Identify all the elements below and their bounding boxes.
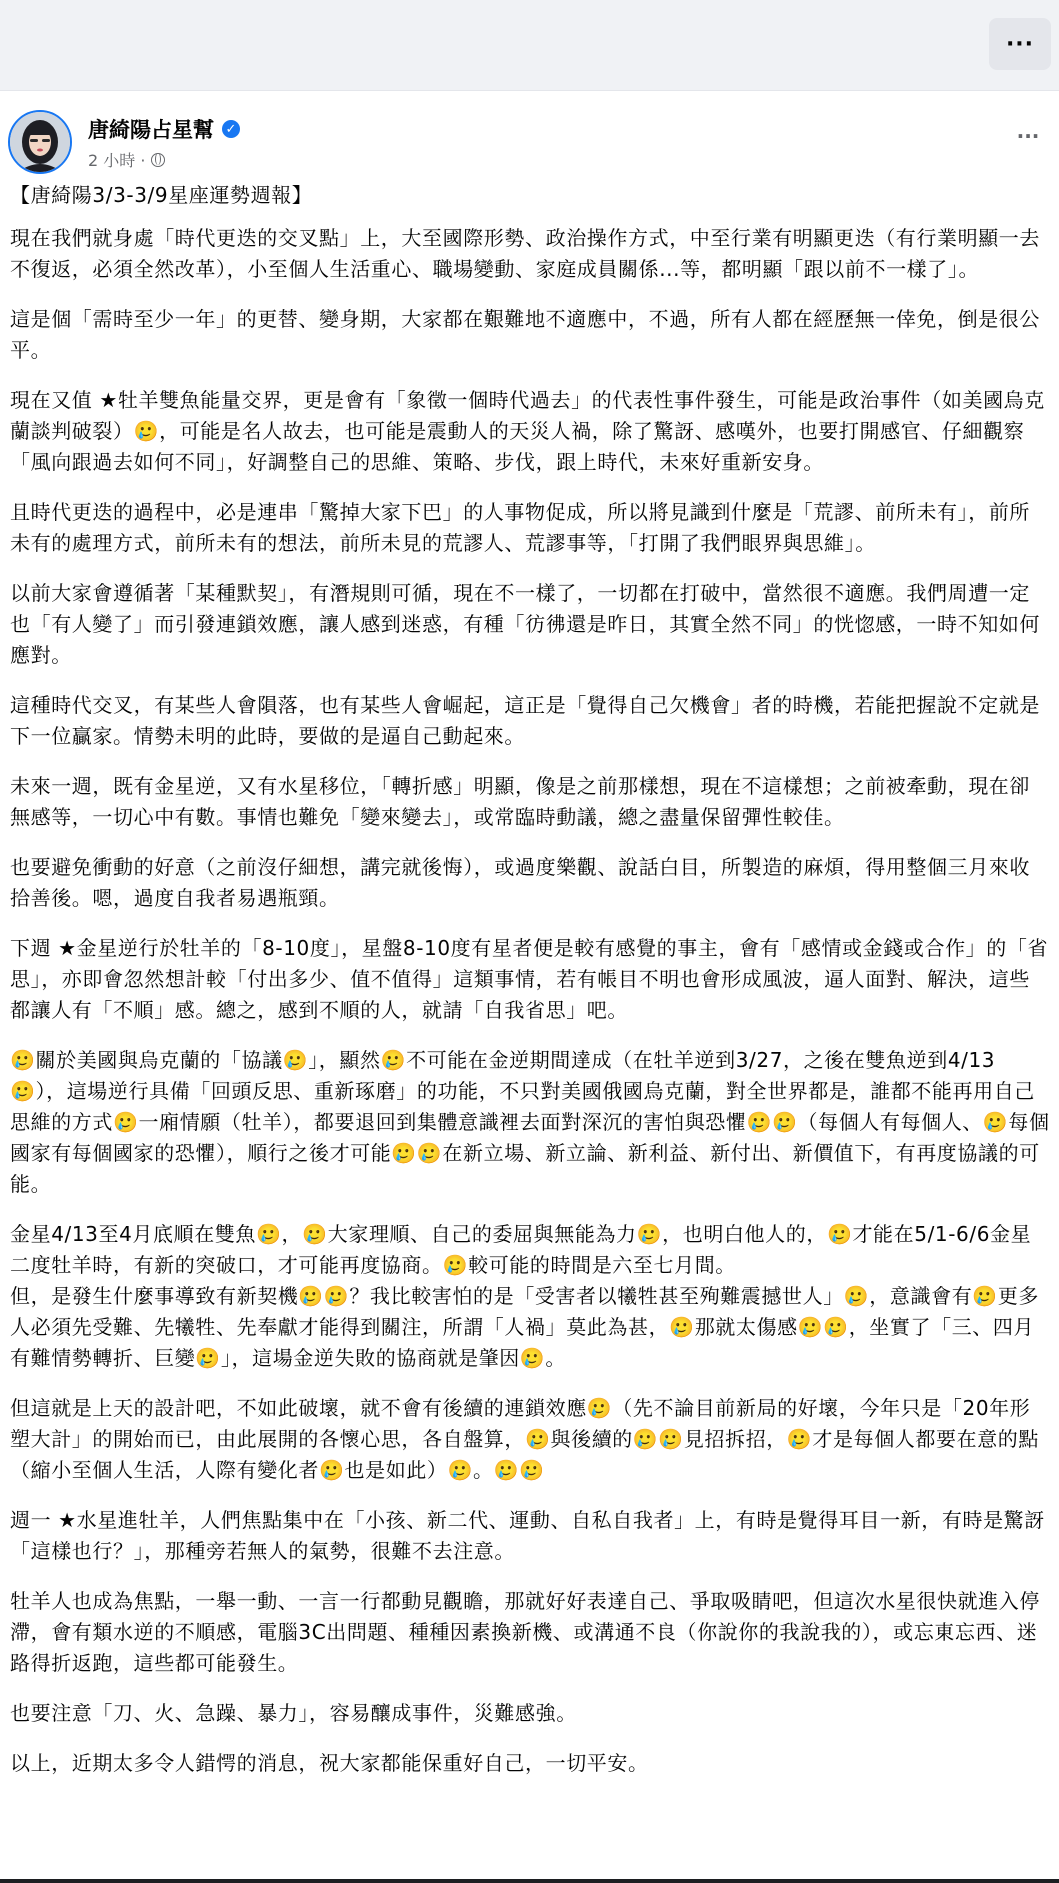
- paragraph: 且時代更迭的過程中，必是連串「驚掉大家下巴」的人事物促成，所以將見識到什麼是「荒謬、前所未有」，前所未有的處理方式，前所未有的想法，前所未見的荒謬人、荒謬事等，「打開了我們眼界與思維」。: [10, 500, 1030, 555]
- paragraph: 週一 ★水星進牡羊，人們焦點集中在「小孩、新二代、運動、自私自我者」上，有時是覺得耳目一新，有時是驚訝「這樣也行？」，那種旁若無人的氣勢，很難不去注意。: [10, 1508, 1045, 1563]
- paragraph: 但這就是上天的設計吧，不如此破壞，就不會有後續的連鎖效應🥲（先不論目前新局的好壞，今年只是「20年形塑大計」的開始而已，由此展開的各懷心思，各自盤算，🥲與後續的🥲🥲見招拆招，🥲才是每個人都要在意的點（縮小至個人生活，人際有變化者🥲也是如此）🥲。🥲🥲: [10, 1396, 1040, 1482]
- paragraph: 這是個「需時至少一年」的更替、變身期，大家都在艱難地不適應中，不過，所有人都在經歷無一倖免，倒是很公平。: [10, 307, 1040, 362]
- post-text: [10, 180, 1050, 1798]
- paragraph: 🥲關於美國與烏克蘭的「協議🥲」，顯然🥲不可能在金逆期間達成（在牡羊逆到3/27，之後在雙魚逆到4/13🥲），這場逆行具備「回頭反思、重新琢磨」的功能，不只對美國俄國烏克蘭，對全世界都是，誰都不能再用自己思維的方式🥲一廂情願（牡羊），都要退回到集體意識裡去面對深沉的害怕與恐懼🥲🥲（每個人有每個人、🥲每個國家有每個國家的恐懼），順行之後才可能🥲🥲在新立場、新立論、新利益、新付出、新價值下，有再度協議的可能。: [10, 1048, 1050, 1196]
- paragraph: 也要避免衝動的好意（之前沒仔細想，講完就後悔），或過度樂觀、說話白目，所製造的麻煩，得用整個三月來收拾善後。嗯，過度自我者易遇瓶頸。: [10, 855, 1030, 910]
- divider: [0, 1879, 1059, 1883]
- timestamp[interactable]: 2 小時 ·: [88, 151, 146, 170]
- paragraph: 以前大家會遵循著「某種默契」，有潛規則可循，現在不一樣了，一切都在打破中，當然很不適應。我們周遭一定也「有人變了」而引發連鎖效應，讓人感到迷惑，有種「彷彿還是昨日，其實全然不同」的恍惚感，一時不知如何應對。: [10, 581, 1040, 667]
- top-bar: [0, 0, 1059, 91]
- paragraph: 這種時代交叉，有某些人會隕落，也有某些人會崛起，這正是「覺得自己欠機會」者的時機，若能把握說不定就是下一位贏家。情勢未明的此時，要做的是逼自己動起來。: [10, 693, 1040, 748]
- avatar-portrait-icon: [10, 112, 70, 172]
- paragraph: 現在我們就身處「時代更迭的交叉點」上，大至國際形勢、政治操作方式，中至行業有明顯更迭（有行業明顯一去不復返，必須全然改革），小至個人生活重心、職場變動、家庭成員關係...等，都明顯「跟以前不一樣了」。: [10, 226, 1040, 281]
- paragraph: 金星4/13至4月底順在雙魚🥲，🥲大家理順、自己的委屈與無能為力🥲，也明白他人的，🥲才能在5/1-6/6金星二度牡羊時，有新的突破口，才可能再度協商。🥲較可能的時間是六至七月間。: [10, 1222, 1032, 1277]
- paragraph: 以上，近期太多令人錯愕的消息，祝大家都能保重好自己，一切平安。: [10, 1751, 649, 1775]
- ellipsis-icon[interactable]: ···: [989, 18, 1051, 70]
- paragraph: 現在又值 ★牡羊雙魚能量交界，更是會有「象徵一個時代過去」的代表性事件發生，可能是政治事件（如美國烏克蘭談判破裂）🥲，可能是名人故去，也可能是震動人的天災人禍，除了驚訝、感嘆外，也要打開感官、仔細觀察「風向跟過去如何不同」，好調整自己的思維、策略、步伐，跟上時代，未來好重新安身。: [10, 388, 1045, 474]
- paragraph: 也要注意「刀、火、急躁、暴力」，容易釀成事件，災難感強。: [10, 1701, 577, 1725]
- post-meta: [88, 148, 165, 171]
- post-header: [8, 110, 1048, 180]
- paragraph: 但，是發生什麼事導致有新契機🥲🥲？我比較害怕的是「受害者以犧牲甚至殉難震撼世人」🥲，意識會有🥲更多人必須先受難、先犧牲、先奉獻才能得到關注，所謂「人禍」莫此為甚，🥲那就太傷感🥲🥲，坐實了「三、四月有難情勢轉折、巨變🥲」，這場金逆失敗的協商就是肇因🥲。: [10, 1284, 1040, 1370]
- verified-badge-icon: ✓: [222, 120, 240, 138]
- author-name[interactable]: 唐綺陽占星幫: [88, 118, 214, 142]
- author-row: [88, 114, 240, 144]
- post-title: 【唐綺陽3/3-3/9星座運勢週報】: [10, 183, 313, 207]
- post-options-button[interactable]: ···: [1016, 124, 1040, 148]
- globe-icon: [151, 153, 165, 167]
- paragraph: 牡羊人也成為焦點，一舉一動、一言一行都動見觀瞻，那就好好表達自己、爭取吸睛吧，但這次水星很快就進入停滯，會有類水逆的不順感，電腦3C出問題、種種因素換新機、或溝通不良（你說你的我說我的），或忘東忘西、迷路得折返跑，這些都可能發生。: [10, 1589, 1040, 1675]
- paragraph: 下週 ★金星逆行於牡羊的「8-10度」，星盤8-10度有星者便是較有感覺的事主，會有「感情或金錢或合作」的「省思」，亦即會忽然想計較「付出多少、值不值得」這類事情，若有帳目不明也會形成風波，逼人面對、解決，這些都讓人有「不順」感。總之，感到不順的人，就請「自我省思」吧。: [10, 936, 1049, 1022]
- paragraph: 未來一週，既有金星逆，又有水星移位，「轉折感」明顯，像是之前那樣想，現在不這樣想；之前被牽動，現在卻無感等，一切心中有數。事情也難免「變來變去」，或常臨時動議，總之盡量保留彈性較佳。: [10, 774, 1030, 829]
- post-card: [0, 92, 1059, 1883]
- avatar[interactable]: [8, 110, 72, 174]
